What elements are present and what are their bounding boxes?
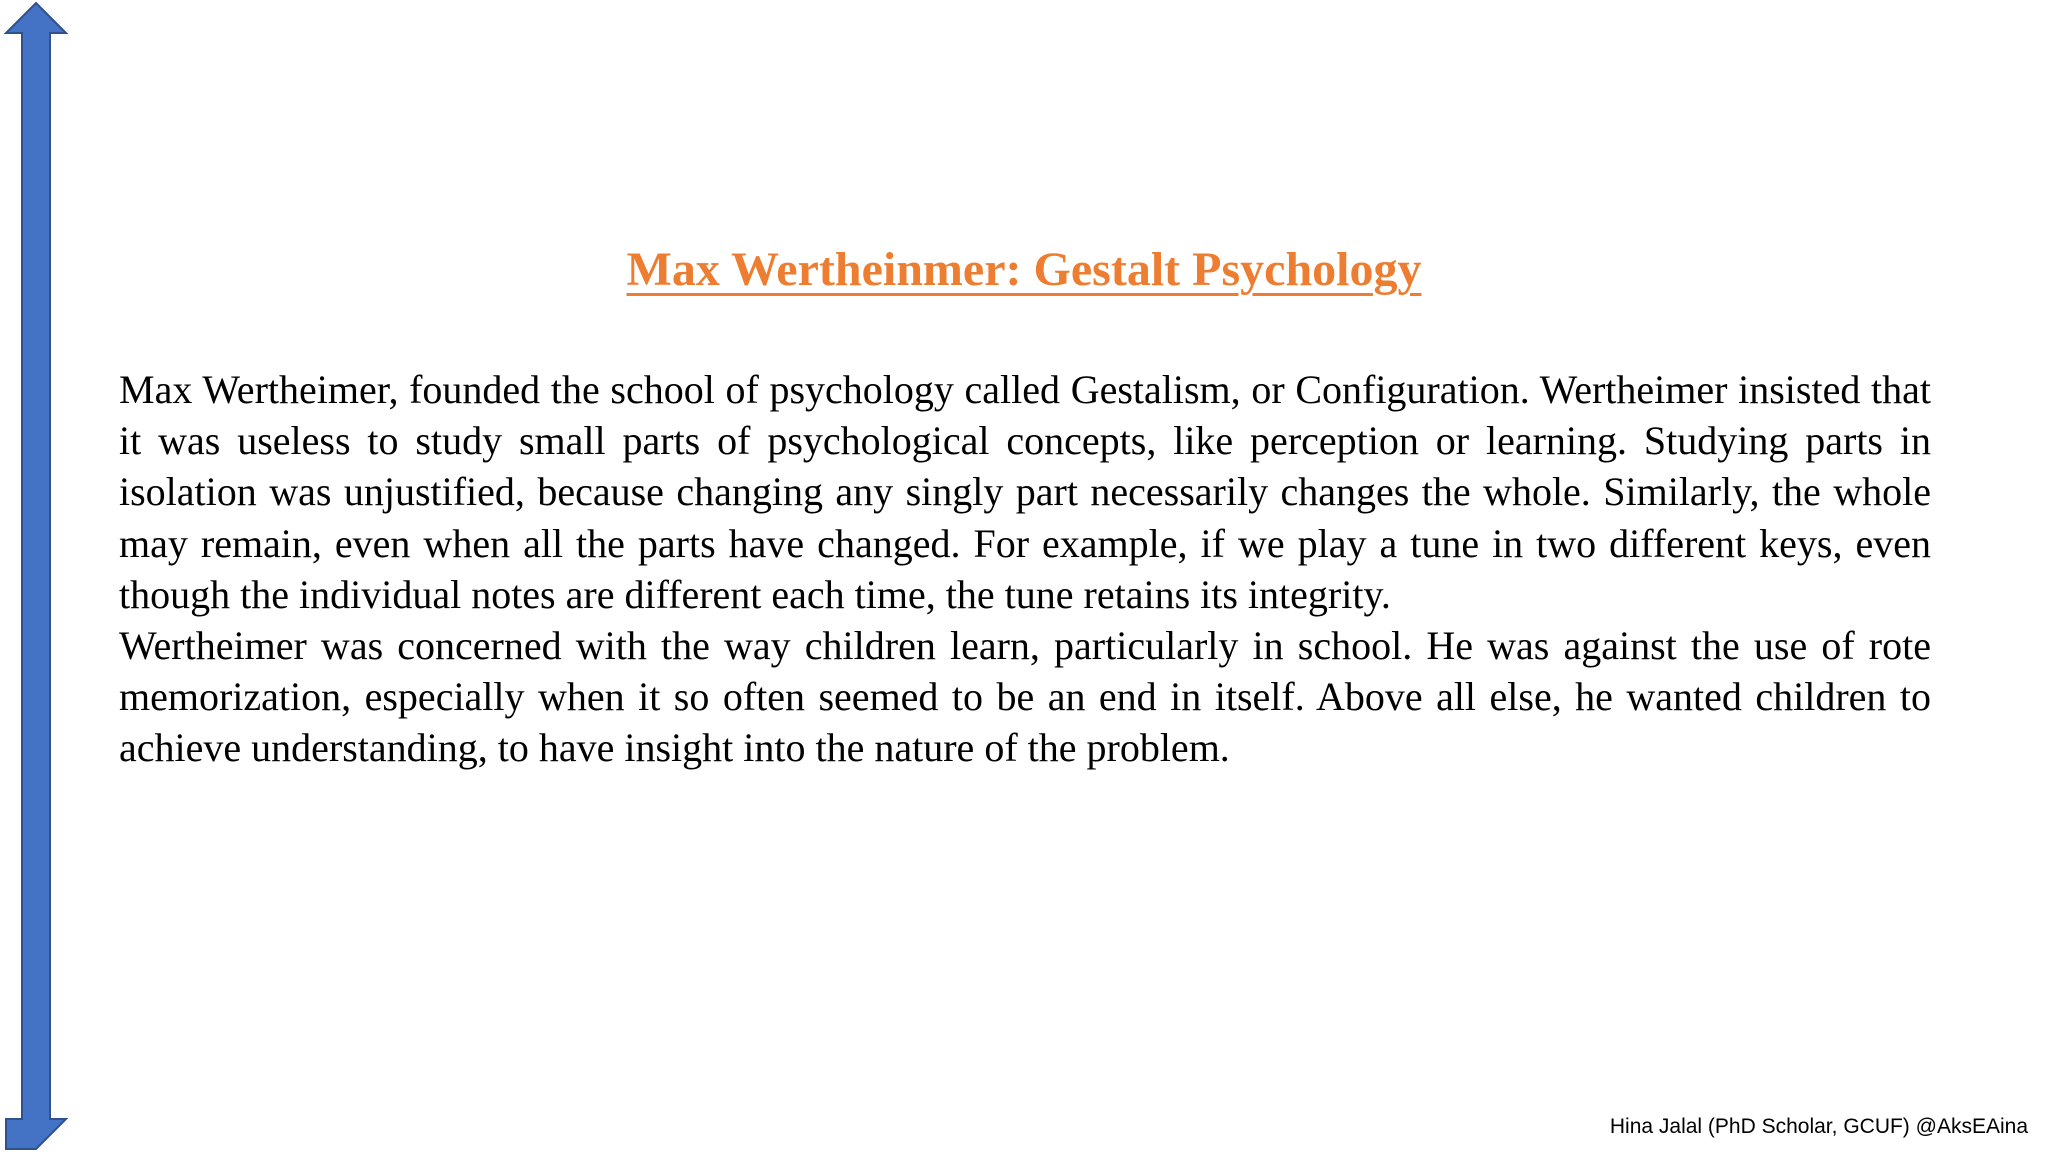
author-credit: Hina Jalal (PhD Scholar, GCUF) @AksEAina [1609,1115,2028,1138]
paragraph-children-learning: Wertheimer was concerned with the way children learn, particularly in school. He was against the use of rote memorization, especially when it so often seemed to be an end in itself. Above all else, he wanted children to achieve understanding, to have insight into the nature of the problem. [119,623,1931,771]
slide-body [119,364,1931,774]
slide-title: Max Wertheinmer: Gestalt Psychology [626,243,1422,296]
paragraph-gestalt-overview: Max Wertheimer, founded the school of psychology called Gestalism, or Configuration. Wertheimer insisted that it was useless to study small parts of psychological concepts, like perception or learning. Studying parts in isolation was unjustified, because changing any singly part necessarily changes the whole. Similarly, the whole may remain, even when all the parts have changed. For example, if we play a tune in two different keys, even though the individual notes are different each time, the tune retains its integrity. [119,367,1931,617]
vertical-double-arrow-icon [0,0,70,1152]
